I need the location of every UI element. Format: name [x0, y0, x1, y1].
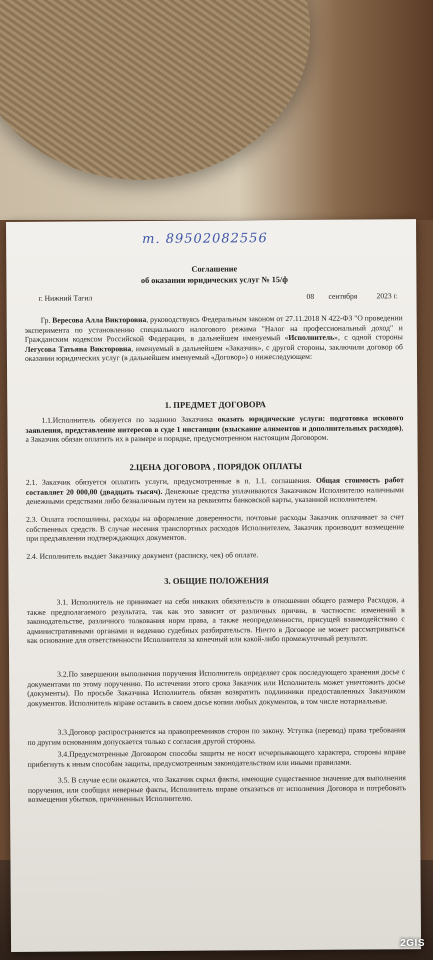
- date-day: 08: [306, 291, 315, 301]
- clause-1-1: 1.1.Исполнитель обязуется по заданию Заказчика оказать юридические услуги: подготовка искового заявления, представление интересов в суде 1 инстанции (взыскание алиментов и дополнительных расходов), а Заказчик обязан оплатить их в размере и порядке, предусмотренном настоящим Договором.: [25, 413, 404, 445]
- customer-name: Легусова Татьяна Викторовна: [24, 343, 132, 354]
- document-subtitle: об оказании юридических услуг № 15/ф: [140, 275, 288, 286]
- clause-2-1: 2.1. Заказчик обязуется оплатить услуги, предусмотренные в п. 1.1. соглашения. Общая стоимость работ составляет 20 000,00 (двадцать тысяч). Денежные средства уплачиваются Заказчиком Исполнителю наличными денежными средствами либо безналичным путем на реквизиты банковской карты, указанной исполнителем.: [25, 475, 404, 507]
- clause-3-3: 3.3.Договор распространяется на правопреемников сторон по закону. Уступка (перевод) права требования по другим основаниям допускается только с согласия другой стороны.: [27, 725, 406, 747]
- clause-2-3: 2.3. Оплата госпошлины, расходы на оформление доверенности, почтовые расходы Заказчик оплачивает за счет собственных средств. В случае несения транспортных расходов Исполнителем, Заказчик производит возмещение при предъявлении подтверждающих документов.: [26, 512, 405, 544]
- city: г. Нижний Тагил: [38, 293, 93, 303]
- section-1-heading: 1. ПРЕДМЕТ ДОГОВОРА: [164, 399, 266, 410]
- date-year: 2023 г.: [376, 291, 398, 301]
- section-3-heading: 3. ОБЩИЕ ПОЛОЖЕНИЯ: [164, 575, 269, 586]
- clause-3-2: 3.2.По завершении выполнения поручения Исполнитель определяет срок последующего хранения досье с документами по этому поручению. По истечении этого срока Заказчик или Исполнитель может уничтожить досье (документы). По просьбе Заказчика Исполнитель обязан возвратить подлинники предоставленных Заказчиком документов. Исполнитель вправе оставить в своем досье копии любых документов, в том числе нотариальные.: [27, 667, 406, 708]
- watermark-2gis: 2GIS: [400, 938, 425, 949]
- section-2-heading: 2.ЦЕНА ДОГОВОРА , ПОРЯДОК ОПЛАТЫ: [129, 460, 302, 473]
- executor-name: Вересова Алла Викторовна: [52, 315, 147, 325]
- preamble: Гр. Вересова Алла Викторовна, руководствуясь Федеральным законом от 27.11.2018 N 422-ФЗ "О проведении эксперимента по установлению специального налогового режима "Налог на профессиональный доход" и Гражданским кодексом Российской Федерации, в дальнейшем именуемый «Исполнитель», с одной стороны Легусова Татьяна Викторовна, именуемый в дальнейшем «Заказчик», с другой стороны, заключили договор об оказании юридических услуг (в дальнейшем именуемый «Договор») о нижеследующем:: [24, 313, 403, 364]
- document-title: Соглашение: [191, 264, 238, 274]
- document-page: [6, 219, 421, 952]
- handwritten-phone: т. 89502082556: [142, 231, 268, 248]
- clause-3-5: 3.5. В случае если окажется, что Заказчик скрыл факты, имеющие существенное значение для выполнения поручения, или сообщил неверные факты, Исполнитель вправе отказаться от исполнения Договора и потребовать возмещения убытков, причиненных Исполнителю.: [27, 773, 406, 805]
- place-date-line: [25, 291, 405, 303]
- date-month: сентября: [328, 291, 358, 301]
- clause-2-4: 2.4. Исполнитель выдает Заказчику документ (расписку, чек) об оплате.: [26, 550, 259, 561]
- total-cost: Общая стоимость работ составляет 20 000,00 (двадцать тысяч).: [25, 475, 404, 497]
- clause-3-1: 3.1. Исполнитель не принимает на себя никаких обязательств в отношении общего размера Расходов, а также предполагаемого результата, так как это зависит от различных причин, в частности: изменений в законодательстве, различного толкования норм права, а также неопределенности, присущей взаимодействию с административными органами и ведению судебных разбирательств. Ничто в Договоре не может рассматриваться как основание для ответственности Исполнителя за конечный или какой-либо промежуточный результат.: [26, 595, 405, 646]
- clause-3-4: 3.4.Предусмотренные Договором способы защиты не носят исчерпывающего характера, стороны вправе прибегнуть к иным способам защиты, предусмотренным законодательством или иными правилами.: [27, 747, 406, 769]
